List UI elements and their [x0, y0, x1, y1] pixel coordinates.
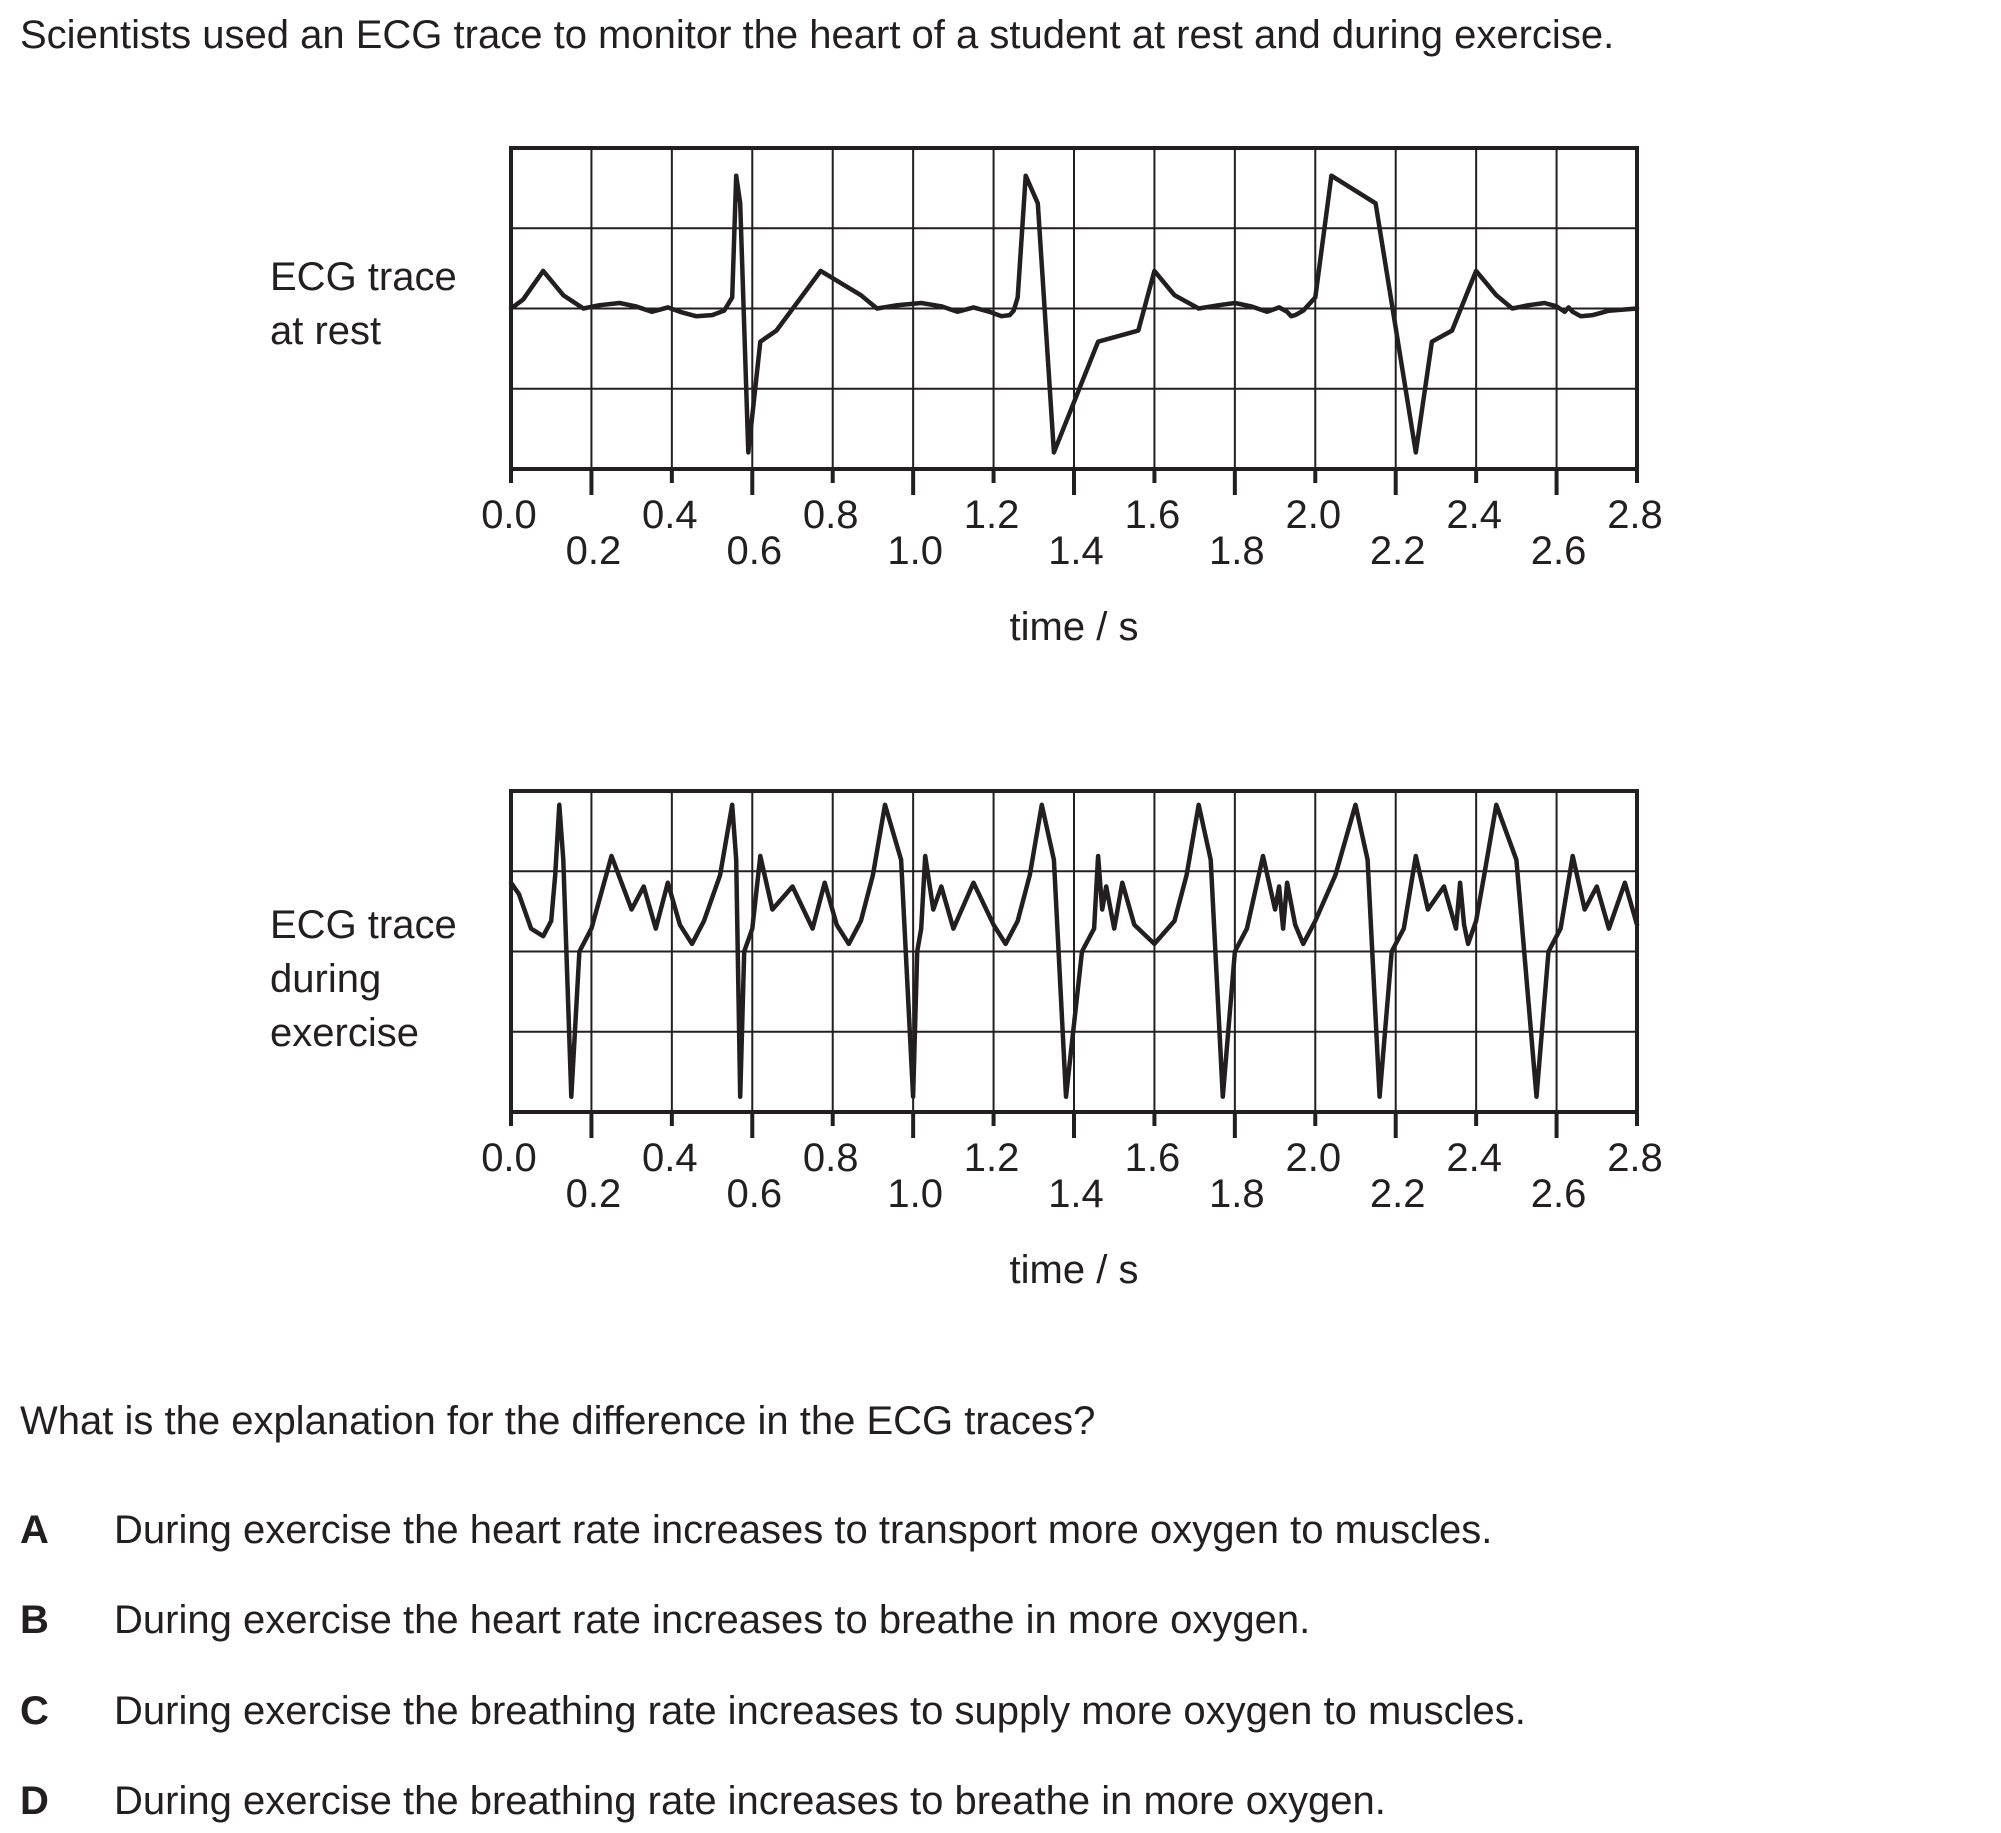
option-text: During exercise the breathing rate increases to supply more oxygen to muscles. — [114, 1689, 1526, 1733]
x-tick-label: 2.0 — [1285, 493, 1342, 537]
x-tick-label: 0.2 — [565, 529, 622, 573]
x-axis-title: time / s — [1009, 605, 1139, 649]
chart-label-line: during — [270, 957, 382, 1001]
x-axis-title: time / s — [1009, 1248, 1139, 1292]
chart-label-line: exercise — [270, 1011, 419, 1055]
option-letter: D — [20, 1779, 49, 1823]
chart-label-line: at rest — [270, 309, 382, 353]
option-text: During exercise the breathing rate increases to breathe in more oxygen. — [114, 1779, 1386, 1823]
x-tick-label: 0.4 — [642, 493, 698, 537]
x-tick-label: 1.0 — [887, 1172, 943, 1216]
x-tick-label: 1.6 — [1124, 1136, 1181, 1180]
x-tick-label: 1.6 — [1124, 493, 1181, 537]
option-letter: B — [20, 1598, 49, 1642]
x-tick-label: 2.2 — [1369, 529, 1426, 573]
x-tick-label: 0.8 — [802, 493, 859, 537]
x-tick-label: 0.0 — [481, 493, 537, 537]
x-tick-label: 2.6 — [1530, 529, 1587, 573]
x-tick-label: 2.8 — [1607, 1136, 1663, 1180]
x-tick-label: 1.4 — [1048, 529, 1104, 573]
x-tick-label: 2.4 — [1446, 1136, 1502, 1180]
x-tick-label: 2.6 — [1530, 1172, 1587, 1216]
x-tick-label: 0.2 — [565, 1172, 622, 1216]
option-text: During exercise the heart rate increases to transport more oxygen to muscles. — [114, 1508, 1493, 1552]
option-letter: A — [20, 1508, 49, 1552]
x-tick-label: 0.6 — [726, 1172, 783, 1216]
x-tick-label: 1.0 — [887, 529, 943, 573]
option-text: During exercise the heart rate increases to breathe in more oxygen. — [114, 1598, 1311, 1642]
x-tick-label: 2.4 — [1446, 493, 1502, 537]
x-tick-label: 0.0 — [481, 1136, 537, 1180]
x-tick-label: 2.2 — [1369, 1172, 1426, 1216]
chart-label-line: ECG trace — [270, 255, 457, 299]
x-tick-label: 0.4 — [642, 1136, 698, 1180]
x-tick-label: 0.8 — [802, 1136, 859, 1180]
x-tick-label: 1.8 — [1209, 1172, 1265, 1216]
x-tick-label: 1.4 — [1048, 1172, 1104, 1216]
x-tick-label: 0.6 — [726, 529, 783, 573]
x-tick-label: 1.2 — [963, 1136, 1020, 1180]
x-tick-label: 2.0 — [1285, 1136, 1342, 1180]
x-tick-label: 1.2 — [963, 493, 1020, 537]
question-text: What is the explanation for the difference in the ECG traces? — [20, 1399, 1096, 1443]
option-letter: C — [20, 1689, 49, 1733]
intro-text: Scientists used an ECG trace to monitor the heart of a student at rest and during exercise. — [20, 13, 1615, 57]
x-tick-label: 2.8 — [1607, 493, 1663, 537]
x-tick-label: 1.8 — [1209, 529, 1265, 573]
chart-label-line: ECG trace — [270, 903, 457, 947]
